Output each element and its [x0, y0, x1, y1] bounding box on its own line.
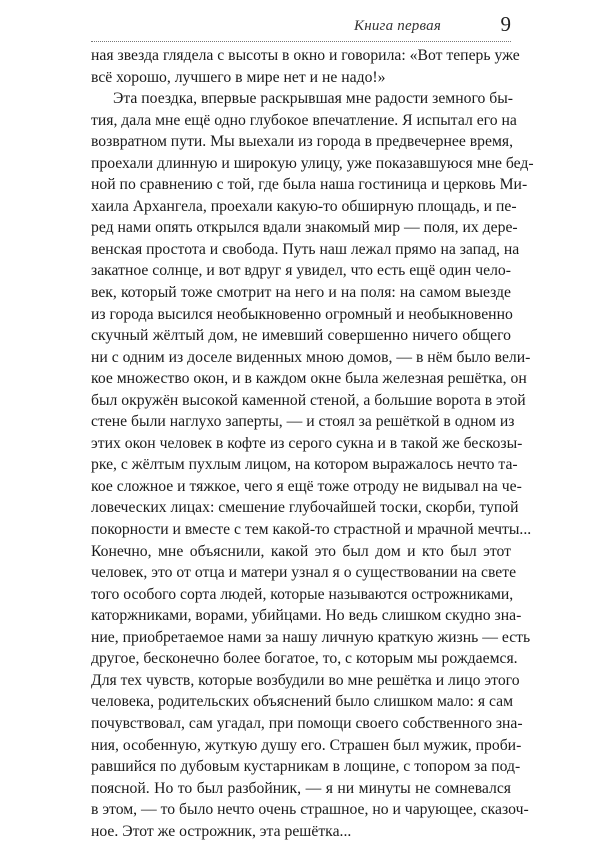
text-line: равшийся по дубовым кустарникам в лощине, с топором за под- — [91, 758, 521, 776]
page-header — [91, 14, 511, 40]
text-line: каторжниками, ворами, убийцами. Но ведь слишком скудно зна- — [91, 607, 522, 625]
text-line: Для тех чувств, которые возбудили во мне решётка и лицо этого — [91, 671, 520, 689]
text-line: другое, бесконечно более богатое, то, с которым мы рождаемся. — [91, 650, 518, 668]
text-line: венская простота и свобода. Путь наш лежал прямо на запад, на — [91, 240, 520, 258]
body-text — [91, 45, 534, 842]
text-line: в этом, — то было нечто очень страшное, но и чарующее, сказоч- — [91, 801, 529, 819]
text-line: из города высился необыкновенно огромный и необыкновенно — [91, 305, 513, 323]
text-line: почувствовал, сам угадал, при помощи своего собственного зна- — [91, 714, 523, 732]
paragraph-start-line: Эта поездка, впервые раскрывшая мне радости земного бы- — [113, 90, 514, 108]
text-line: возвратном пути. Мы выехали из города в предвечернее время, — [91, 133, 514, 151]
text-line: был окружён высокой каменной стеной, а большие ворота в этой — [91, 391, 526, 409]
text-line: Конечно, мне объяснили, какой это был дом и кто был этот — [91, 542, 511, 560]
text-line: проехали длинную и широкую улицу, уже показавшуюся мне бед- — [91, 154, 534, 172]
text-line: того особого сорта людей, которые называются острожниками, — [91, 585, 514, 603]
text-line: ная звезда глядела с высоты в окно и говорила: «Вот теперь уже — [91, 47, 520, 64]
text-line: человек, это от отца и матери узнал я о существовании на свете — [91, 564, 517, 582]
running-head: Книга первая — [354, 18, 441, 34]
text-line: тия, дала мне ещё одно глубокое впечатление. Я испытал его на — [91, 111, 517, 129]
text-line: ной по сравнению с той, где была наша гостиница и церковь Ми- — [91, 176, 528, 194]
text-line: ния, особенную, жуткую душу его. Страшен был мужик, проби- — [91, 736, 522, 754]
text-line: ни с одним из доселе виденных мною домов, — в нём было вели- — [91, 348, 531, 366]
text-line: стене были наглухо заперты, — и стоял за решёткой в одном из — [91, 413, 515, 431]
text-line: рке, с жёлтым пухлым лицом, на котором выражалось нечто та- — [91, 456, 518, 474]
text-line: всё хорошо, лучшего в мире нет и не надо!» — [91, 68, 386, 86]
text-line: ловеческих лицах: смешение глубочайшей тоски, скорби, тупой — [91, 499, 519, 517]
text-line: поясной. Но то был разбойник, — я ни минуты не сомневался — [91, 779, 511, 797]
text-line: ред нами опять открылся вдали знакомый мир — поля, их дере- — [91, 219, 518, 237]
text-line: ное. Этот же острожник, эта решётка... — [91, 822, 352, 840]
text-line: кое сложное и тяжкое, чего я ещё тоже отроду не видывал на че- — [91, 477, 522, 495]
text-line: век, который тоже смотрит на него и на поля: на самом выезде — [91, 284, 511, 302]
header-rule — [91, 41, 511, 42]
text-line: скучный жёлтый дом, не имевший совершенно ничего общего — [91, 327, 511, 345]
page-number: 9 — [500, 12, 511, 36]
text-line: ние, приобретаемое нами за нашу личную краткую жизнь — есть — [91, 628, 531, 646]
text-line: этих окон человек в кофте из серого сукна и в такой же бескозы- — [91, 434, 523, 452]
text-line: хаила Архангела, проехали какую-то обширную площадь, и пе- — [91, 197, 517, 215]
text-line: человека, родительских объяснений было слишком мало: я сам — [91, 693, 513, 711]
text-line: закатное солнце, и вот вдруг я увидел, что есть ещё один чело- — [91, 262, 511, 280]
text-line: покорности и вместе с тем какой-то страстной и мрачной мечты... — [91, 521, 532, 539]
text-line: кое множество окон, и в каждом окне была железная решётка, он — [91, 370, 527, 388]
